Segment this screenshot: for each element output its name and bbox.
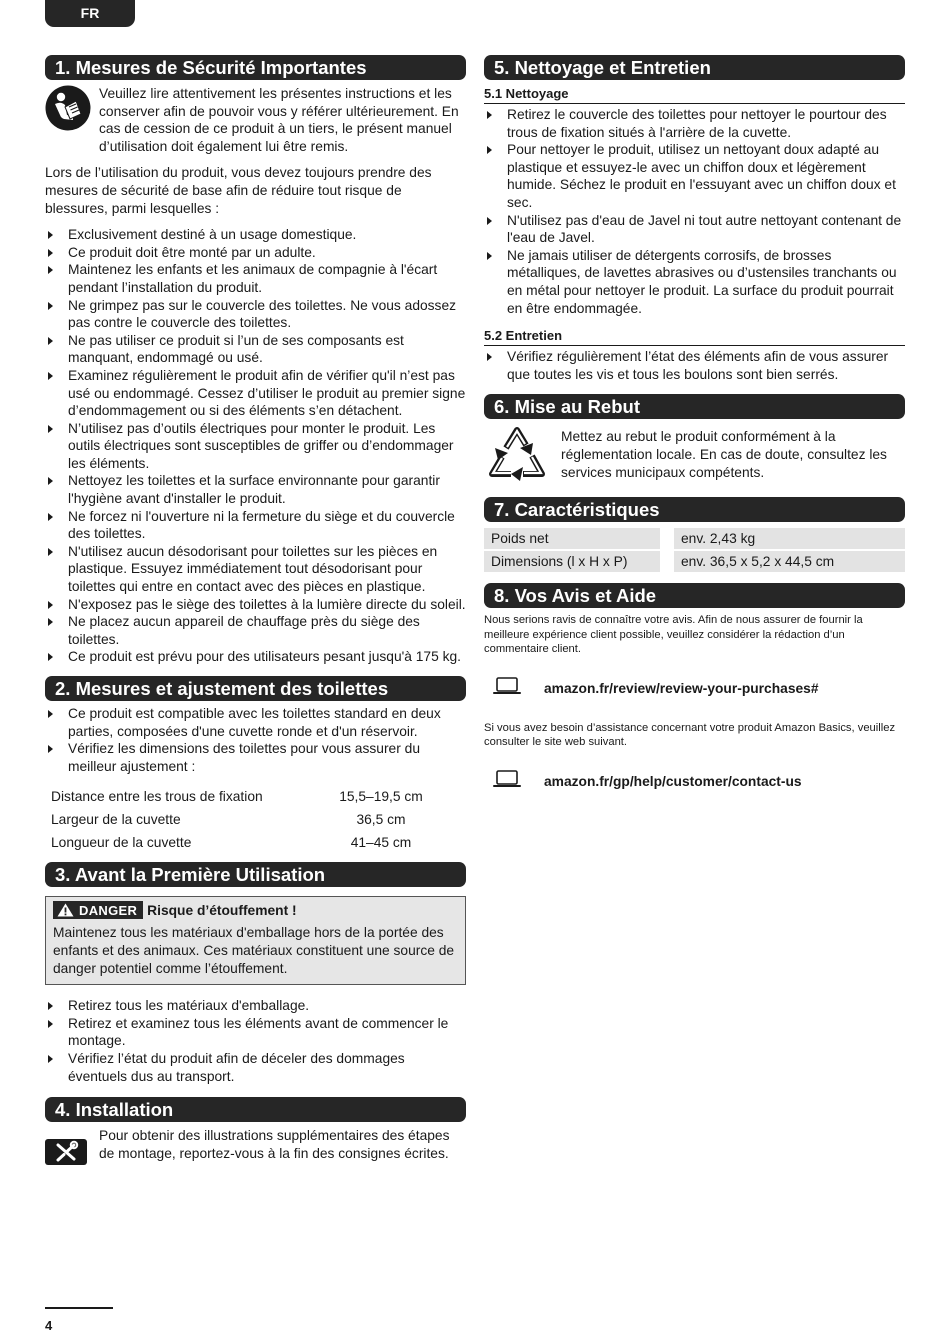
- section-8-title: 8. Vos Avis et Aide: [484, 583, 905, 608]
- dimension-row: [51, 808, 431, 831]
- bullet-item: Ce produit est compatible avec les toilettes standard en deux parties, composées d'une cuvette ronde et d'un réservoir.: [45, 705, 466, 740]
- bullet-item: Vérifiez les dimensions des toilettes pour vous assurer du meilleur ajustement :: [45, 740, 466, 775]
- bullet-item: Ne grimpez pas sur le couvercle des toilettes. Ne vous adossez pas contre le couvercle des toilettes.: [45, 297, 466, 332]
- danger-badge-label: DANGER: [79, 902, 138, 918]
- warning-triangle-icon: [57, 903, 74, 917]
- installation-text: Pour obtenir des illustrations supplémentaires des étapes de montage, reportez-vous à la fin des consignes écrites.: [99, 1128, 450, 1161]
- section-6-title: 6. Mise au Rebut: [484, 394, 905, 419]
- bullet-item: Retirez le couvercle des toilettes pour nettoyer le pourtour des trous de fixation situés à l'arrière de la cuvette.: [484, 106, 905, 141]
- review-link[interactable]: amazon.fr/review/review-your-purchases#: [544, 680, 819, 696]
- safety-intro-text: Veuillez lire attentivement les présentes instructions et les conserver afin de pouvoir vous y référer ultérieurement. En cas de cession de ce produit à un tiers, le présent manuel d’utilisation doit également lui être remis.: [99, 86, 459, 154]
- spec-value: env. 36,5 x 5,2 x 44,5 cm: [667, 550, 905, 573]
- laptop-icon: [484, 677, 544, 700]
- page-number: 4: [45, 1318, 53, 1333]
- dimension-value: 36,5 cm: [356, 812, 406, 828]
- bullet-item: Ne forcez ni l'ouverture ni la fermeture du siège et du couvercle des toilettes.: [45, 508, 466, 543]
- tools-icon: [45, 1127, 99, 1170]
- bullet-item: Maintenez les enfants et les animaux de compagnie à l'écart pendant l’installation du produit.: [45, 261, 466, 296]
- bullet-item: Ne jamais utiliser de détergents corrosifs, de brosses métalliques, de lavettes abrasives ou d’ustensiles tranchants ou en métal pour nettoyer le produit. La surface du produit pourrait en être endommagée.: [484, 247, 905, 317]
- spec-label: Dimensions (l x H x P): [484, 550, 667, 573]
- subsection-5-1-title: 5.1 Nettoyage: [484, 86, 905, 104]
- read-manual-icon: [45, 85, 99, 136]
- danger-title: Risque d’étouffement !: [147, 902, 297, 918]
- bullet-item: Examinez régulièrement le produit afin de vérifier qu'il n’est pas usé ou endommagé. Cessez d’utiliser le produit au premier signe d’endommagement ou si des éléments s’en détachent.: [45, 367, 466, 420]
- disposal-block: [484, 424, 905, 491]
- spec-row: [484, 550, 905, 573]
- laptop-icon: [484, 770, 544, 793]
- bullet-item: N'utilisez pas d'eau de Javel ni tout autre nettoyant contenant de l'eau de Javel.: [484, 212, 905, 247]
- right-column: [484, 55, 905, 793]
- bullet-item: Ce produit est prévu pour des utilisateurs pesant jusqu'à 175 kg.: [45, 648, 466, 666]
- feedback-text: Nous serions ravis de connaître votre avis. Afin de nous assurer de fournir la meilleure expérience client possible, veuillez considérer la rédaction d’un commentaire client.: [484, 614, 863, 655]
- spec-row: [484, 528, 905, 550]
- specifications-table: [484, 528, 905, 574]
- bullet-item: Retirez et examinez tous les éléments avant de commencer le montage.: [45, 1015, 466, 1050]
- bullet-item: Ce produit doit être monté par un adulte.: [45, 244, 466, 262]
- bullet-item: N'exposez pas le siège des toilettes à la lumière directe du soleil.: [45, 596, 466, 614]
- recycle-icon: [484, 424, 561, 491]
- fit-bullet-list: [45, 705, 466, 775]
- bullet-item: Nettoyez les toilettes et la surface environnante pour garantir l'hygiène avant d'installer le produit.: [45, 472, 466, 507]
- bullet-item: Ne placez aucun appareil de chauffage près du siège des toilettes.: [45, 613, 466, 648]
- toilet-dimensions-table: [51, 785, 431, 854]
- bullet-item: Ne pas utiliser ce produit si l’un de ses composants est manquant, endommagé ou usé.: [45, 332, 466, 367]
- section-1-title: 1. Mesures de Sécurité Importantes: [45, 55, 466, 80]
- dimension-value: 41–45 cm: [350, 835, 412, 851]
- section-7-title: 7. Caractéristiques: [484, 497, 905, 522]
- bullet-item: N’utilisez pas d’outils électriques pour monter le produit. Les outils électriques sont susceptibles de griffer ou d’endommager les éléments.: [45, 420, 466, 473]
- section-5-title: 5. Nettoyage et Entretien: [484, 55, 905, 80]
- dimension-row: [51, 831, 431, 854]
- section-3-title: 3. Avant la Première Utilisation: [45, 862, 466, 887]
- disposal-text: Mettez au rebut le produit conformément à la réglementation locale. En cas de doute, consultez les services municipaux compétents.: [561, 429, 887, 480]
- safety-lead-text: Lors de l’utilisation du produit, vous devez toujours prendre des mesures de sécurité de base afin de réduire tout risque de blessures, parmi lesquelles :: [45, 165, 432, 216]
- dimension-label: Longueur de la cuvette: [51, 835, 192, 851]
- danger-text: Maintenez tous les matériaux d'emballage hors de la portée des enfants et des animaux. Ces matériaux constituent une source de danger potentiel comme l’étouffement.: [53, 925, 455, 976]
- contact-link-row[interactable]: [484, 770, 905, 793]
- contact-link[interactable]: amazon.fr/gp/help/customer/contact-us: [544, 774, 802, 790]
- read-instructions-block: [45, 85, 466, 155]
- bullet-item: Retirez tous les matériaux d'emballage.: [45, 997, 466, 1015]
- subsection-5-2-title: 5.2 Entretien: [484, 328, 905, 346]
- bullet-item: Vérifiez l’état du produit afin de déceler des dommages éventuels dus au transport.: [45, 1050, 466, 1085]
- bullet-item: Exclusivement destiné à un usage domestique.: [45, 226, 466, 244]
- spec-value: env. 2,43 kg: [667, 528, 905, 550]
- spec-label: Poids net: [484, 528, 667, 550]
- installation-block: [45, 1127, 466, 1170]
- review-link-row[interactable]: [484, 677, 905, 700]
- danger-warning-box: [45, 896, 466, 985]
- safety-bullet-list: [45, 226, 466, 666]
- bullet-item: N'utilisez aucun désodorisant pour toilettes sur les pièces en plastique. Essuyez immédiatement tout désodorisant pour toilettes qui entre en contact avec des pièces en plastique.: [45, 543, 466, 596]
- cleaning-bullet-list: [484, 106, 905, 317]
- maintenance-bullet-list: [484, 348, 905, 383]
- language-tab: FR: [45, 0, 135, 27]
- bullet-item: Pour nettoyer le produit, utilisez un nettoyant doux adapté au plastique et essuyez-le avec un chiffon doux et légèrement humide. Séchez le produit en l'essuyant avec un chiffon doux et sec.: [484, 141, 905, 211]
- section-4-title: 4. Installation: [45, 1097, 466, 1122]
- footer-divider: [45, 1307, 113, 1309]
- left-column: [45, 55, 466, 1170]
- dimension-label: Distance entre les trous de fixation: [51, 789, 263, 805]
- before-use-bullet-list: [45, 997, 466, 1085]
- danger-badge: [53, 901, 143, 919]
- dimension-row: [51, 785, 431, 808]
- dimension-label: Largeur de la cuvette: [51, 812, 181, 828]
- bullet-item: Vérifiez régulièrement l’état des éléments afin de vous assurer que toutes les vis et tous les boulons sont bien serrés.: [484, 348, 905, 383]
- dimension-value: 15,5–19,5 cm: [339, 789, 423, 805]
- section-2-title: 2. Mesures et ajustement des toilettes: [45, 676, 466, 701]
- support-text: Si vous avez besoin d’assistance concernant votre produit Amazon Basics, veuillez consulter le site web suivant.: [484, 721, 896, 749]
